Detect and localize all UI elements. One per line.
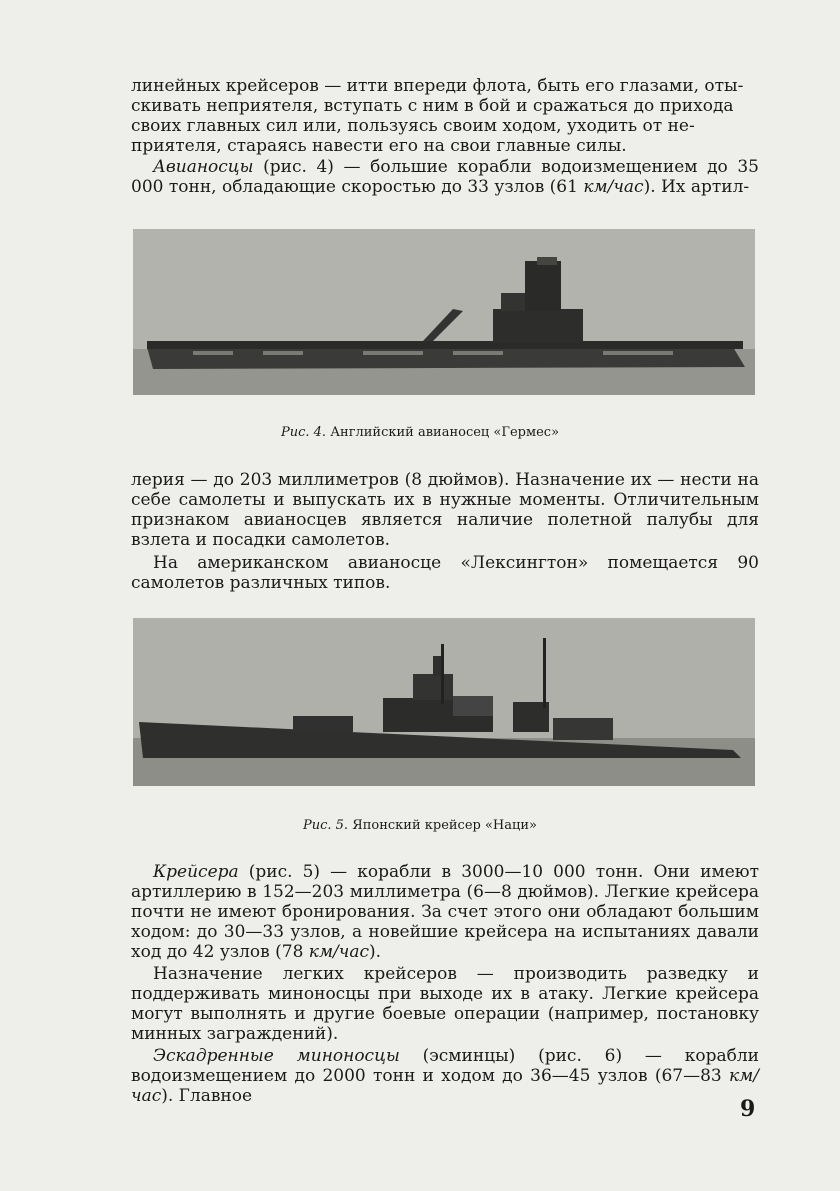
text-line: скивать неприятеля, вступать с ним в бой и сражаться до прихода: [131, 96, 734, 116]
text-span: ). Главное: [161, 1086, 253, 1106]
figure-4-photo-hermes: [133, 229, 755, 395]
text-span: ). Их артил-: [643, 177, 750, 197]
paragraph-battlecruisers-end: [131, 76, 759, 156]
text-line: приятеля, стараясь навести его на свои главные силы.: [131, 136, 627, 156]
paragraph-carrier-purpose: лерия — до 203 миллиметров (8 дюймов). Назначение их — нести на себе самолеты и выпускать их в нужные моменты. Отличительным признаком авианосцев является наличие полетной палубы для взлета и посадки самолетов.: [131, 470, 759, 550]
paragraph-aircraft-carriers: [131, 157, 759, 197]
figure-5-photo-nachi: [133, 618, 755, 786]
unit-kmh: км/час: [583, 177, 644, 197]
paragraph-lexington: На американском авианосце «Лексингтон» помещается 90 самолетов различных типов.: [131, 553, 759, 593]
figure-4-label: Рис. 4.: [280, 425, 327, 440]
paragraph-cruisers: [131, 862, 759, 962]
term-destroyers: Эскадренные миноносцы: [153, 1046, 400, 1066]
figure-5-caption-text: Японский крейсер «Наци»: [352, 818, 537, 833]
carrier-illustration: [133, 229, 755, 395]
figure-4-caption: [0, 425, 840, 440]
figure-4-caption-text: Английский авианосец «Гермес»: [330, 425, 560, 440]
text-line: своих главных сил или, пользуясь своим ходом, уходить от не-: [131, 116, 695, 136]
page-number: 9: [740, 1096, 756, 1122]
paragraph-destroyers: [131, 1046, 759, 1106]
figure-5-caption: [0, 818, 840, 833]
term-aircraft-carriers: Авианосцы: [153, 157, 254, 177]
cruiser-illustration: [133, 618, 755, 786]
paragraph-light-cruisers: Назначение легких крейсеров — производить разведку и поддерживать миноносцы при выходе их в атаку. Легкие крейсера могут выполнять и другие боевые операции (например, постановку минных заграждений).: [131, 964, 759, 1044]
text-span: (рис. 4) — большие корабли водоизмещением до 35 000 тонн, обладающие скоростью до 33 узлов (61: [131, 157, 759, 197]
figure-5-label: Рис. 5.: [303, 818, 349, 833]
text-span: ).: [369, 942, 382, 962]
unit-kmh: км/час: [131, 1066, 759, 1106]
unit-kmh: км/час: [308, 942, 370, 962]
text-span: (эсминцы) (рис. 6) — корабли водоизмещением до 2000 тонн и ходом до 36—45 узлов (67—83: [131, 1046, 759, 1086]
text-span: (рис. 5) — корабли в 3000—10 000 тонн. Они имеют артиллерию в 152—203 миллиметра (6—8 дюймов). Легкие крейсера почти не имеют бронирования. За счет этого они обладают большим ходом: до 30—33 узлов, а новейшие крейсера на испытаниях давали ход до 42 узлов (78: [131, 862, 759, 962]
text-line: линейных крейсеров — итти впереди флота, быть его глазами, оты-: [131, 76, 744, 96]
term-cruisers: Крейсера: [153, 862, 239, 882]
